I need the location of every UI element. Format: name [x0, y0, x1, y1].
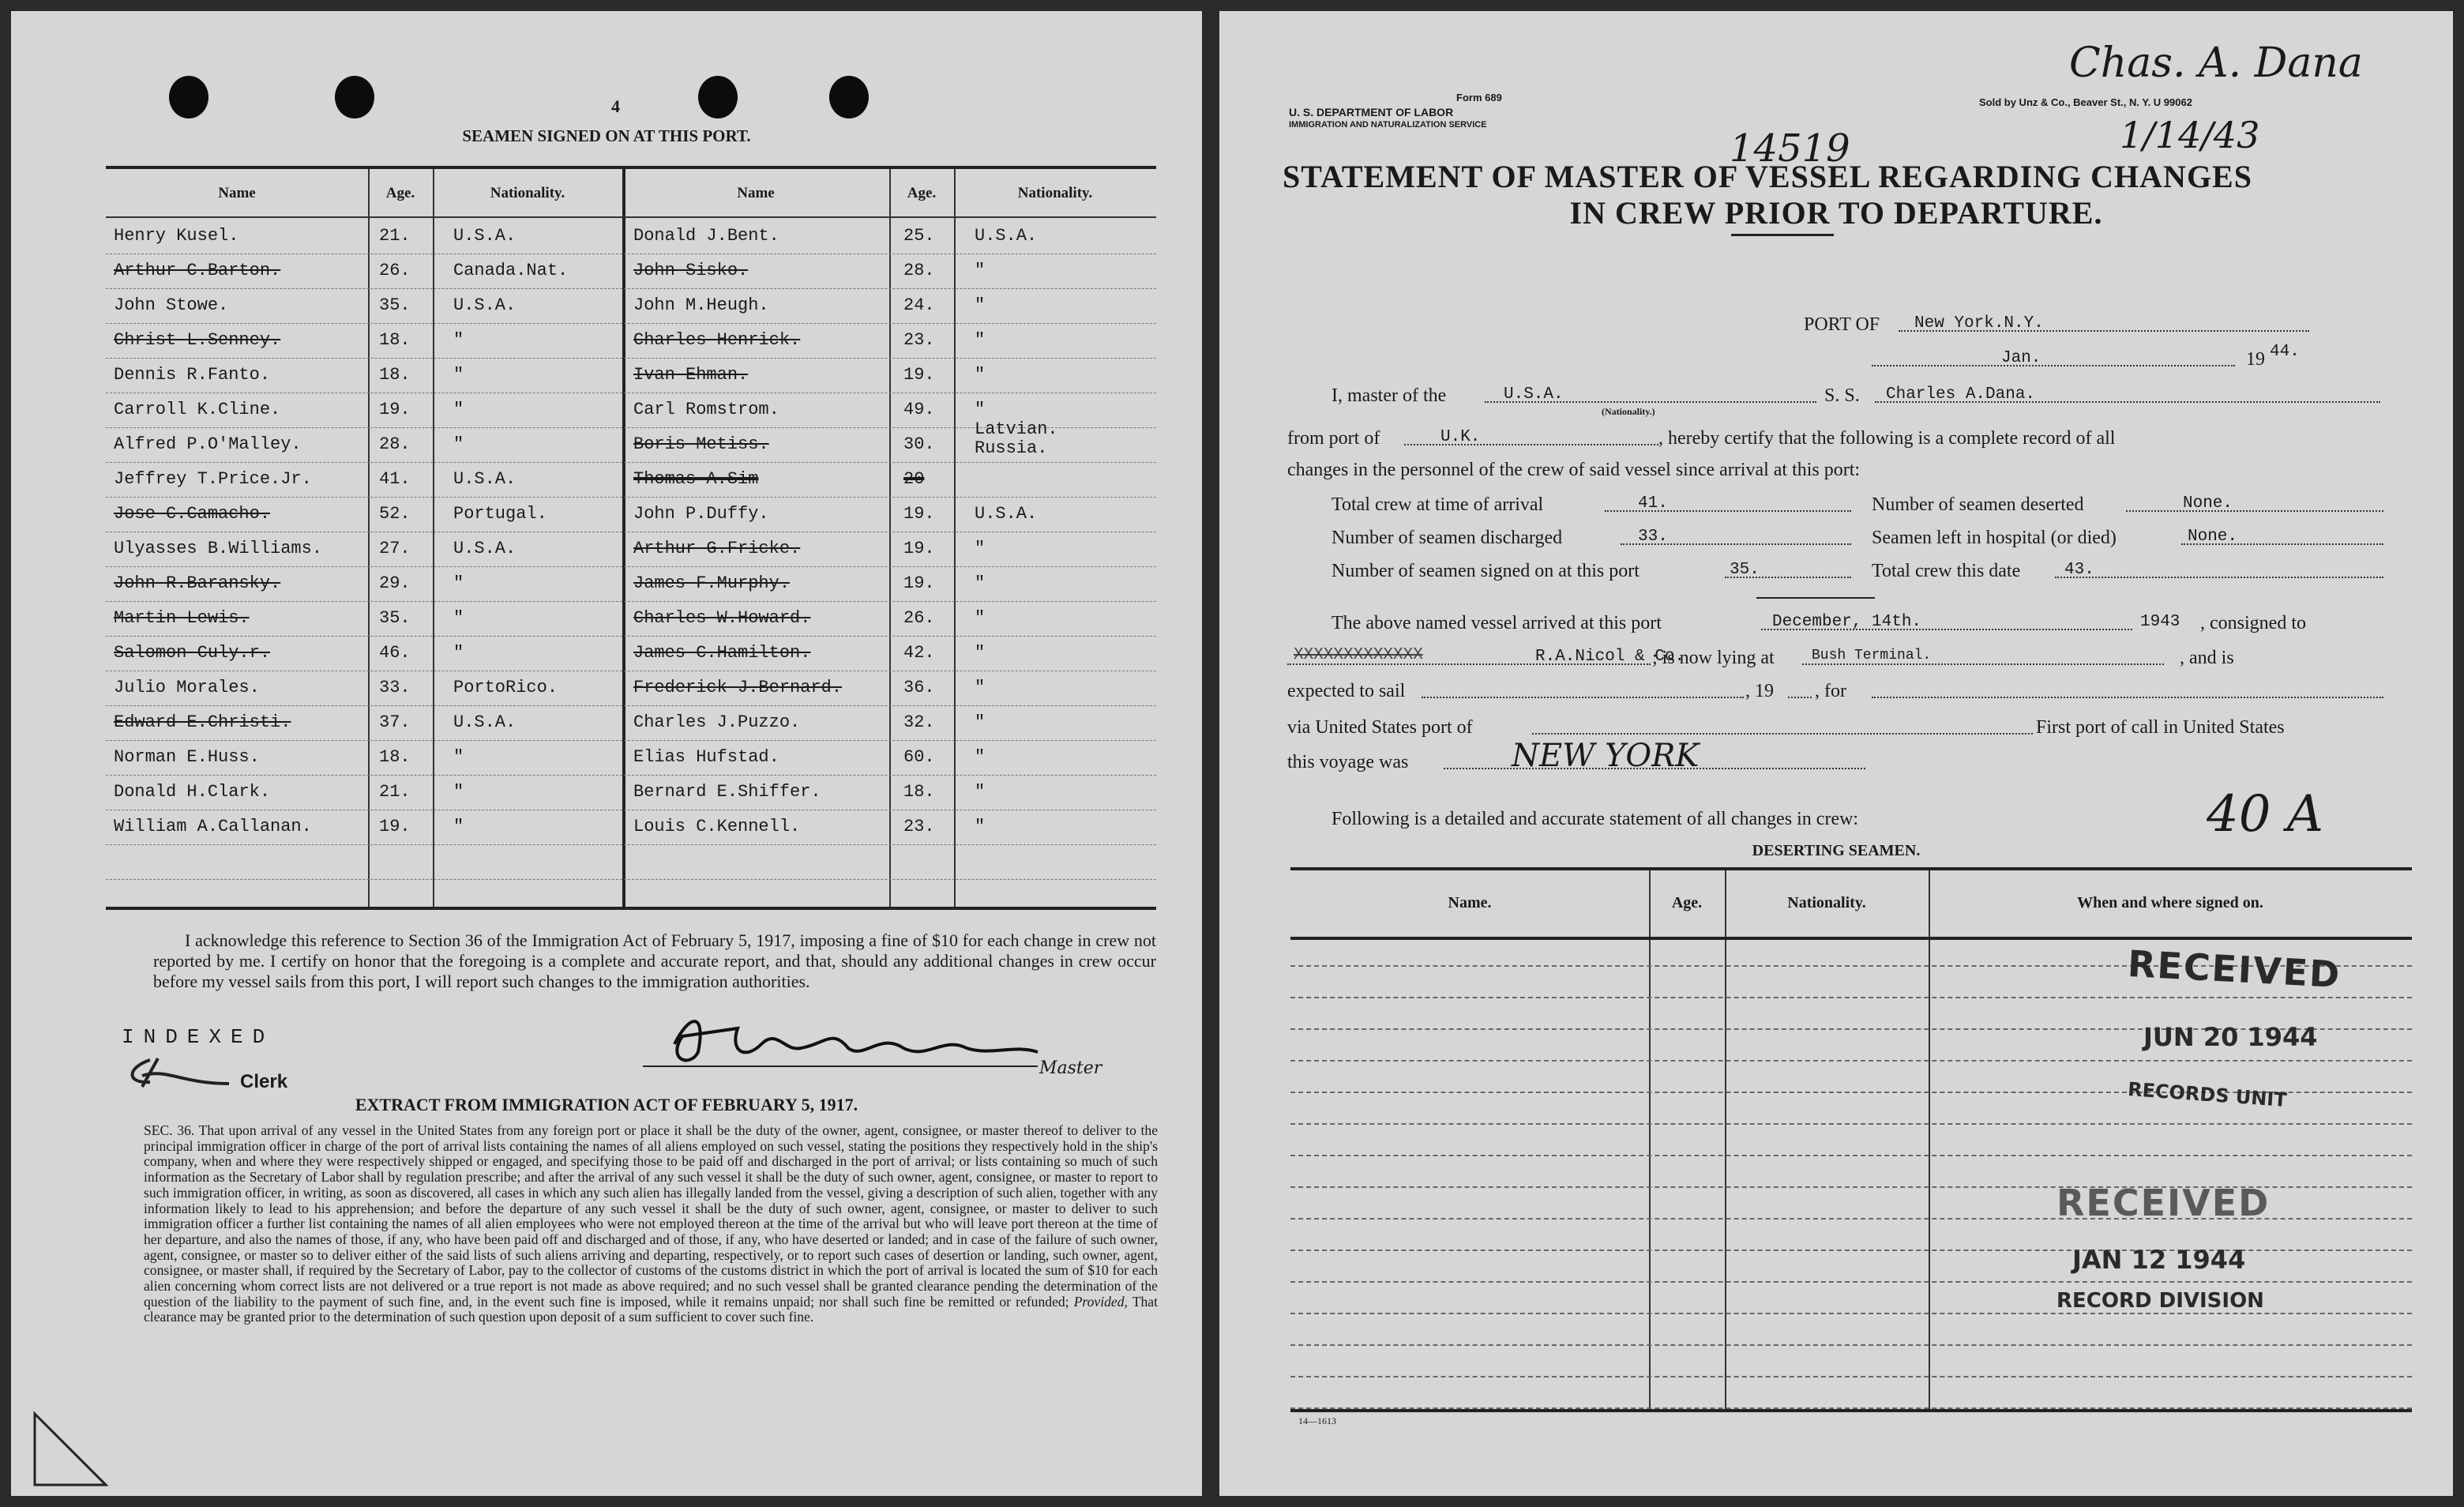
crew-nationality-cell: " — [453, 817, 464, 836]
extract-title: EXTRACT FROM IMMIGRATION ACT OF FEBRUARY 5, 1917. — [355, 1095, 858, 1114]
department-label: U. S. DEPARTMENT OF LABOR — [1289, 106, 1454, 118]
header-age: Age. — [907, 185, 937, 201]
crew-nationality-cell: " — [453, 400, 464, 419]
punch-hole — [169, 76, 208, 118]
header-nationality: Nationality. — [1017, 185, 1093, 201]
first-port-text: First port of call in United States — [2036, 717, 2285, 738]
table-row — [1290, 1155, 2412, 1156]
table-row — [106, 289, 1156, 324]
crew-age-cell: 19. — [379, 817, 411, 836]
handwritten-40a: 40 A — [2207, 785, 2323, 844]
crew-name-cell: Jose C.Camacho. — [114, 504, 271, 524]
crew-age-cell: 37. — [379, 712, 411, 732]
crew-nationality-cell: " — [975, 782, 986, 802]
master-signature — [643, 1005, 1054, 1076]
from-port-value: U.K. — [1440, 428, 1481, 446]
crew-nationality-cell: " — [975, 712, 986, 732]
crew-nationality-cell: " — [975, 539, 986, 558]
total-crew-arrival-value: 41. — [1638, 494, 1668, 513]
signed-on-value: 35. — [1730, 561, 1760, 579]
crew-name-cell: Jeffrey T.Price.Jr. — [114, 469, 312, 489]
crew-nationality-cell: " — [453, 330, 464, 350]
acknowledgement-text: I acknowledge this reference to Section 36 of the Immigration Act of February 5, 1917, imposing a fine of $10 for each change in crew not reported by me. I certify on honor that the foregoing is a complete and accurate report, and that, should any additional changes in crew occur before my vessel sails from this port, I will report such changes to the immigration authorities. — [153, 930, 1156, 991]
certify-text: , hereby certify that the following is a complete record of all — [1658, 428, 2116, 449]
crew-nationality-cell: " — [975, 747, 986, 767]
indexed-stamp: INDEXED — [122, 1025, 275, 1049]
clerk-label: Clerk — [240, 1071, 288, 1092]
date-year-suffix: 44. — [2270, 343, 2300, 361]
crew-nationality-cell: Latvian. Russia. — [975, 419, 1058, 458]
crew-age-cell: 23. — [903, 817, 935, 836]
clerk-initials-mark — [118, 1052, 237, 1092]
table-row — [1290, 1060, 2412, 1062]
crew-nationality-cell: " — [975, 261, 986, 280]
crew-name-cell: Charles J.Puzzo. — [633, 712, 801, 732]
crew-name-cell: Christ L.Senney. — [114, 330, 281, 350]
crew-name-cell: Edward E.Christi. — [114, 712, 291, 732]
table-row — [106, 498, 1156, 532]
crew-nationality-cell: " — [453, 365, 464, 385]
crew-nationality-cell: " — [453, 573, 464, 593]
crew-age-cell: 35. — [379, 608, 411, 628]
crew-name-cell: John R.Baransky. — [114, 573, 281, 593]
crew-age-cell: 28. — [379, 434, 411, 454]
table-row — [106, 671, 1156, 706]
received-stamp-faded-date: JAN 12 1944 — [2072, 1245, 2246, 1275]
master-of-label: I, master of the — [1332, 385, 1447, 406]
handwritten-number: 14519 — [1730, 126, 1850, 171]
table-row — [1290, 1407, 2412, 1409]
crew-nationality-cell: " — [975, 608, 986, 628]
page-number: 4 — [611, 96, 620, 116]
nationality-value: U.S.A. — [1504, 385, 1564, 404]
crew-name-cell: Charles Henrick. — [633, 330, 801, 350]
crew-name-cell: Alfred P.O'Malley. — [114, 434, 302, 454]
crew-name-cell: John P.Duffy. — [633, 504, 769, 524]
crew-age-cell: 28. — [903, 261, 935, 280]
crew-age-cell: 24. — [903, 295, 935, 315]
via-text: via United States port of — [1287, 717, 1473, 738]
crew-nationality-cell: U.S.A. — [453, 226, 516, 246]
crew-age-cell: 32. — [903, 712, 935, 732]
crew-name-cell: Donald H.Clark. — [114, 782, 271, 802]
table-row — [1290, 1376, 2412, 1377]
crew-nationality-cell: " — [453, 643, 464, 663]
header-nationality: Nationality. — [490, 185, 565, 201]
lying-text: ; is now lying at — [1652, 648, 1775, 668]
crew-name-cell: Donald J.Bent. — [633, 226, 779, 246]
crew-age-cell: 21. — [379, 226, 411, 246]
table-row — [106, 220, 1156, 254]
handwritten-date: 1/14/43 — [2120, 114, 2260, 156]
total-crew-date-value: 43. — [2064, 561, 2094, 579]
title-rule — [1731, 234, 1834, 236]
crew-age-cell: 30. — [903, 434, 935, 454]
table-row — [1290, 1344, 2412, 1346]
crew-age-cell: 18. — [903, 782, 935, 802]
nationality-caption: (Nationality.) — [1602, 406, 1655, 417]
crew-age-cell: 26. — [903, 608, 935, 628]
port-of-value: New York.N.Y. — [1914, 314, 2044, 333]
crew-age-cell: 49. — [903, 400, 935, 419]
crew-name-cell: Salomon Culy.r. — [114, 643, 271, 663]
crew-nationality-cell: " — [453, 608, 464, 628]
crew-age-cell: 41. — [379, 469, 411, 489]
punch-hole — [335, 76, 374, 118]
crew-table — [106, 166, 1156, 910]
table-row — [106, 324, 1156, 359]
crew-nationality-cell: " — [975, 678, 986, 697]
signed-on-label: Number of seamen signed on at this port — [1332, 561, 1640, 581]
left-page — [11, 11, 1202, 1496]
handwritten-ship-name: Chas. A. Dana — [2069, 39, 2363, 87]
changes-text: changes in the personnel of the crew of said vessel since arrival at this port: — [1287, 460, 1861, 480]
form-number: Form 689 — [1456, 92, 1502, 103]
table-row — [106, 741, 1156, 776]
table-row — [1290, 1281, 2412, 1283]
table-row — [1290, 1313, 2412, 1314]
crew-name-cell: Elias Hufstad. — [633, 747, 779, 767]
consigned-text: , consigned to — [2200, 613, 2306, 633]
table-row — [106, 810, 1156, 845]
crew-nationality-cell: U.S.A. — [453, 712, 516, 732]
crew-age-cell: 42. — [903, 643, 935, 663]
crew-age-cell: 23. — [903, 330, 935, 350]
lying-value: Bush Terminal. — [1812, 648, 1932, 663]
desert-header-when-where: When and where signed on. — [2077, 894, 2263, 911]
page-corner-fold — [27, 1406, 122, 1493]
crew-age-cell: 36. — [903, 678, 935, 697]
crew-name-cell: Charles W.Howard. — [633, 608, 811, 628]
handwritten-voyage: NEW YORK — [1512, 738, 1700, 774]
record-division-stamp: RECORD DIVISION — [2056, 1289, 2264, 1313]
ship-name-value: Charles A.Dana. — [1886, 385, 2036, 404]
crew-age-cell: 25. — [903, 226, 935, 246]
crew-name-cell: Boris Metiss. — [633, 434, 769, 454]
desert-header-age: Age. — [1671, 894, 1703, 911]
table-row — [106, 463, 1156, 498]
crew-age-cell: 21. — [379, 782, 411, 802]
form-code: 14—1613 — [1298, 1415, 1336, 1426]
printer-label: Sold by Unz & Co., Beaver St., N. Y. U 99062 — [1979, 96, 2192, 108]
records-unit-stamp: RECORDS UNIT — [2127, 1077, 2288, 1112]
for-text: , for — [1815, 681, 1846, 701]
crew-nationality-cell: " — [975, 295, 986, 315]
date-month: Jan. — [2001, 349, 2041, 367]
date-year-prefix: 19 — [2246, 349, 2265, 370]
table-row — [106, 706, 1156, 741]
crew-nationality-cell: " — [975, 330, 986, 350]
form-title-line1: STATEMENT OF MASTER OF VESSEL REGARDING CHANGES — [1283, 159, 2252, 194]
crew-name-cell: Henry Kusel. — [114, 226, 239, 246]
and-is-text: , and is — [2180, 648, 2234, 668]
crew-nationality-cell: U.S.A. — [975, 504, 1038, 524]
table-row — [1290, 997, 2412, 998]
table-row — [106, 845, 1156, 880]
crew-name-cell: Ulyasses B.Williams. — [114, 539, 323, 558]
arrived-text: The above named vessel arrived at this port — [1332, 613, 1662, 633]
crew-age-cell: 46. — [379, 643, 411, 663]
crew-age-cell: 18. — [379, 747, 411, 767]
crew-age-cell: 19. — [903, 504, 935, 524]
header-age: Age. — [385, 185, 415, 201]
crew-age-cell: 18. — [379, 365, 411, 385]
table-row — [106, 359, 1156, 393]
crew-age-cell: 20 — [903, 469, 925, 489]
table-row — [106, 602, 1156, 637]
expected-text: expected to sail — [1287, 681, 1406, 701]
deserted-value: None. — [2183, 494, 2233, 513]
port-of-label: PORT OF — [1804, 314, 1880, 335]
crew-age-cell: 19. — [903, 539, 935, 558]
discharged-value: 33. — [1638, 528, 1668, 546]
crew-name-cell: Thomas A.Sim — [633, 469, 759, 489]
crew-age-cell: 33. — [379, 678, 411, 697]
crew-nationality-cell: " — [975, 573, 986, 593]
hospital-value: None. — [2188, 528, 2238, 546]
received-stamp-faded: RECEIVED — [2056, 1182, 2271, 1224]
crew-nationality-cell: U.S.A. — [453, 469, 516, 489]
crew-nationality-cell: " — [975, 400, 986, 419]
following-text: Following is a detailed and accurate statement of all changes in crew: — [1332, 809, 1859, 829]
crew-name-cell: John M.Heugh. — [633, 295, 769, 315]
crew-nationality-cell: " — [453, 747, 464, 767]
deserting-seamen-title: DESERTING SEAMEN. — [1752, 842, 1921, 859]
crew-age-cell: 60. — [903, 747, 935, 767]
received-stamp: RECEIVED — [2126, 941, 2342, 997]
table-row — [106, 637, 1156, 671]
crew-name-cell: Julio Morales. — [114, 678, 260, 697]
table-row — [106, 567, 1156, 602]
crew-name-cell: John Sisko. — [633, 261, 749, 280]
master-label: Master — [1039, 1058, 1102, 1078]
crew-nationality-cell: " — [975, 643, 986, 663]
table-row — [106, 532, 1156, 567]
crew-age-cell: 19. — [379, 400, 411, 419]
right-page: Form 689 U. S. DEPARTMENT OF LABOR IMMIGRATION AND NATURALIZATION SERVICE Sold by Unz & Co., Beaver St., N. Y. U 99062 Chas. A. Dana 1/14/43 14519 STATEMENT OF MASTER OF VESSEL REGARDING CHANGES IN CREW PRIOR TO DEPARTURE. PORT OF New York.N.Y. Jan. 19 44. I, master of the U.S.A. (Nationality.) S. S. Charles A.Dana. from port of U.K. , hereby certify that the following is a complete record of all changes in the personnel of the crew of said vessel since arrival at this port: Total crew at time of arrival 41. Number of seamen deserted None. Number of seamen discharged 33. Seamen left in hospital (or died) None. Number of seamen signed on at this port 35. Total crew this date 43. The above named vessel arrived at this port December, 14th. 1943 , consigned to XXXXXXXXXXXXX R.A.Nicol & Co. ; is now lying at Bush Terminal. , and is expected to sail , 19 , for via United States port of First port of call in United States this voyage was NEW YORK 40 A Following is a detailed and accurate statement of all changes in crew: DESERTING SEAMEN. Name. Age. Nationality. When and where signed on. RECEIVED JUN 20 1944 RECORDS UNIT RECEIVED JAN 12 1944 RECORD DIVISION 14—1613 — [1219, 11, 2453, 1496]
crew-nationality-cell: PortoRico. — [453, 678, 558, 697]
crew-age-cell: 35. — [379, 295, 411, 315]
table-row — [106, 419, 1156, 463]
crew-name-cell: Carl Romstrom. — [633, 400, 779, 419]
crew-age-cell: 18. — [379, 330, 411, 350]
seamen-signed-title: SEAMEN SIGNED ON AT THIS PORT. — [462, 126, 751, 145]
crew-nationality-cell: U.S.A. — [453, 539, 516, 558]
desert-header-nationality: Nationality. — [1787, 894, 1866, 911]
crew-name-cell: James C.Hamilton. — [633, 643, 811, 663]
crew-name-cell: Frederick J.Bernard. — [633, 678, 843, 697]
crew-name-cell: Martin Lewis. — [114, 608, 250, 628]
crew-age-cell: 27. — [379, 539, 411, 558]
received-stamp-date: JUN 20 1944 — [2143, 1022, 2318, 1052]
form-title-line2: IN CREW PRIOR TO DEPARTURE. — [1569, 195, 2103, 231]
crew-nationality-cell: U.S.A. — [975, 226, 1038, 246]
crew-nationality-cell: " — [975, 817, 986, 836]
table-row — [106, 776, 1156, 810]
crew-age-cell: 29. — [379, 573, 411, 593]
service-label: IMMIGRATION AND NATURALIZATION SERVICE — [1289, 120, 1487, 130]
crew-name-cell: Arthur C.Barton. — [114, 261, 281, 280]
crew-name-cell: John Stowe. — [114, 295, 229, 315]
punch-hole — [698, 76, 738, 118]
crew-name-cell: Bernard E.Shiffer. — [633, 782, 821, 802]
crew-name-cell: Ivan Ehman. — [633, 365, 749, 385]
crew-age-cell: 19. — [903, 573, 935, 593]
voyage-text: this voyage was — [1287, 752, 1409, 772]
crew-nationality-cell: " — [975, 365, 986, 385]
crew-age-cell: 52. — [379, 504, 411, 524]
crew-nationality-cell: Portugal. — [453, 504, 547, 524]
crew-nationality-cell: " — [453, 434, 464, 454]
header-name: Name — [218, 185, 256, 201]
arrived-value: December, 14th. — [1772, 613, 1922, 631]
crew-nationality-cell: " — [453, 782, 464, 802]
from-port-label: from port of — [1287, 428, 1380, 449]
sail-year-label: , 19 — [1745, 681, 1774, 701]
total-crew-date-label: Total crew this date — [1872, 561, 2021, 581]
arrived-year: 1943 — [2140, 613, 2180, 631]
crew-name-cell: Carroll K.Cline. — [114, 400, 281, 419]
table-row — [106, 254, 1156, 289]
ss-label: S. S. — [1824, 385, 1860, 406]
crew-age-cell: 19. — [903, 365, 935, 385]
hospital-label: Seamen left in hospital (or died) — [1872, 528, 2117, 548]
crew-name-cell: Norman E.Huss. — [114, 747, 260, 767]
crew-nationality-cell: Canada.Nat. — [453, 261, 569, 280]
discharged-label: Number of seamen discharged — [1332, 528, 1563, 548]
total-crew-arrival-label: Total crew at time of arrival — [1332, 494, 1544, 515]
crew-name-cell: Dennis R.Fanto. — [114, 365, 271, 385]
header-name: Name — [737, 185, 775, 201]
desert-header-name: Name. — [1448, 894, 1492, 911]
crew-age-cell: 26. — [379, 261, 411, 280]
consignee-value: R.A.Nicol & Co. — [1535, 648, 1685, 666]
crew-nationality-cell: U.S.A. — [453, 295, 516, 315]
punch-hole — [829, 76, 869, 118]
crew-name-cell: William A.Callanan. — [114, 817, 312, 836]
crew-name-cell: Arthur G.Fricke. — [633, 539, 801, 558]
table-row — [1290, 1123, 2412, 1125]
deserted-label: Number of seamen deserted — [1872, 494, 2084, 515]
crew-name-cell: James F.Murphy. — [633, 573, 791, 593]
extract-body: SEC. 36. That upon arrival of any vessel in the United States from any foreign port or place it shall be the duty of the owner, agent, consignee, or master thereof to deliver to the principal immigration officer in charge of the port of arrival lists containing the names of all aliens employed on such vessel, stating the positions they respectively hold in the ship's company, when and where they were respectively shipped or engaged, and specifying those to be paid off and discharged in the port of arrival; or lists containing so much of such information as the Secretary of Labor shall by regulation prescribe; and after the arrival of any such vessel it shall be the duty of such owner, agent, consignee, or master to report to such immigration officer, in writing, as soon as discovered, all cases in which any such alien has illegally landed from the vessel, giving a description of such alien, together with any information likely to lead to his apprehension; and before the departure of any such vessel it shall be the duty of such owner, agent, consignee, or master to deliver to such immigration officer a further list containing the names of all alien employees who were not employed thereon at the time of the arrival but who will leave port thereon at the time of her departure, and also the names of those, if any, who have been paid off and discharged and of those, if any, who have deserted or landed; and in case of the failure of such owner, agent, consignee, or master so to deliver either of the said lists of such aliens arriving and departing, respectively, or to report such cases of desertion or landing, such owner, agent, consignee, or master shall, if required by the Secretary of Labor, pay to the collector of customs of the customs district in which the port of arrival is located the sum of $10 for each alien concerning whom correct lists are not delivered or a true report is not made as above required; and no such vessel shall be granted clearance pending the determination of the question of the liability to the payment of such fine, and, in the event such fine is imposed, while it remains unpaid; nor shall such fine be remitted or refunded; Provided, That clearance may be granted prior to the determination of such question upon deposit of a sum sufficient to cover such fine. — [144, 1122, 1158, 1325]
crew-name-cell: Louis C.Kennell. — [633, 817, 801, 836]
